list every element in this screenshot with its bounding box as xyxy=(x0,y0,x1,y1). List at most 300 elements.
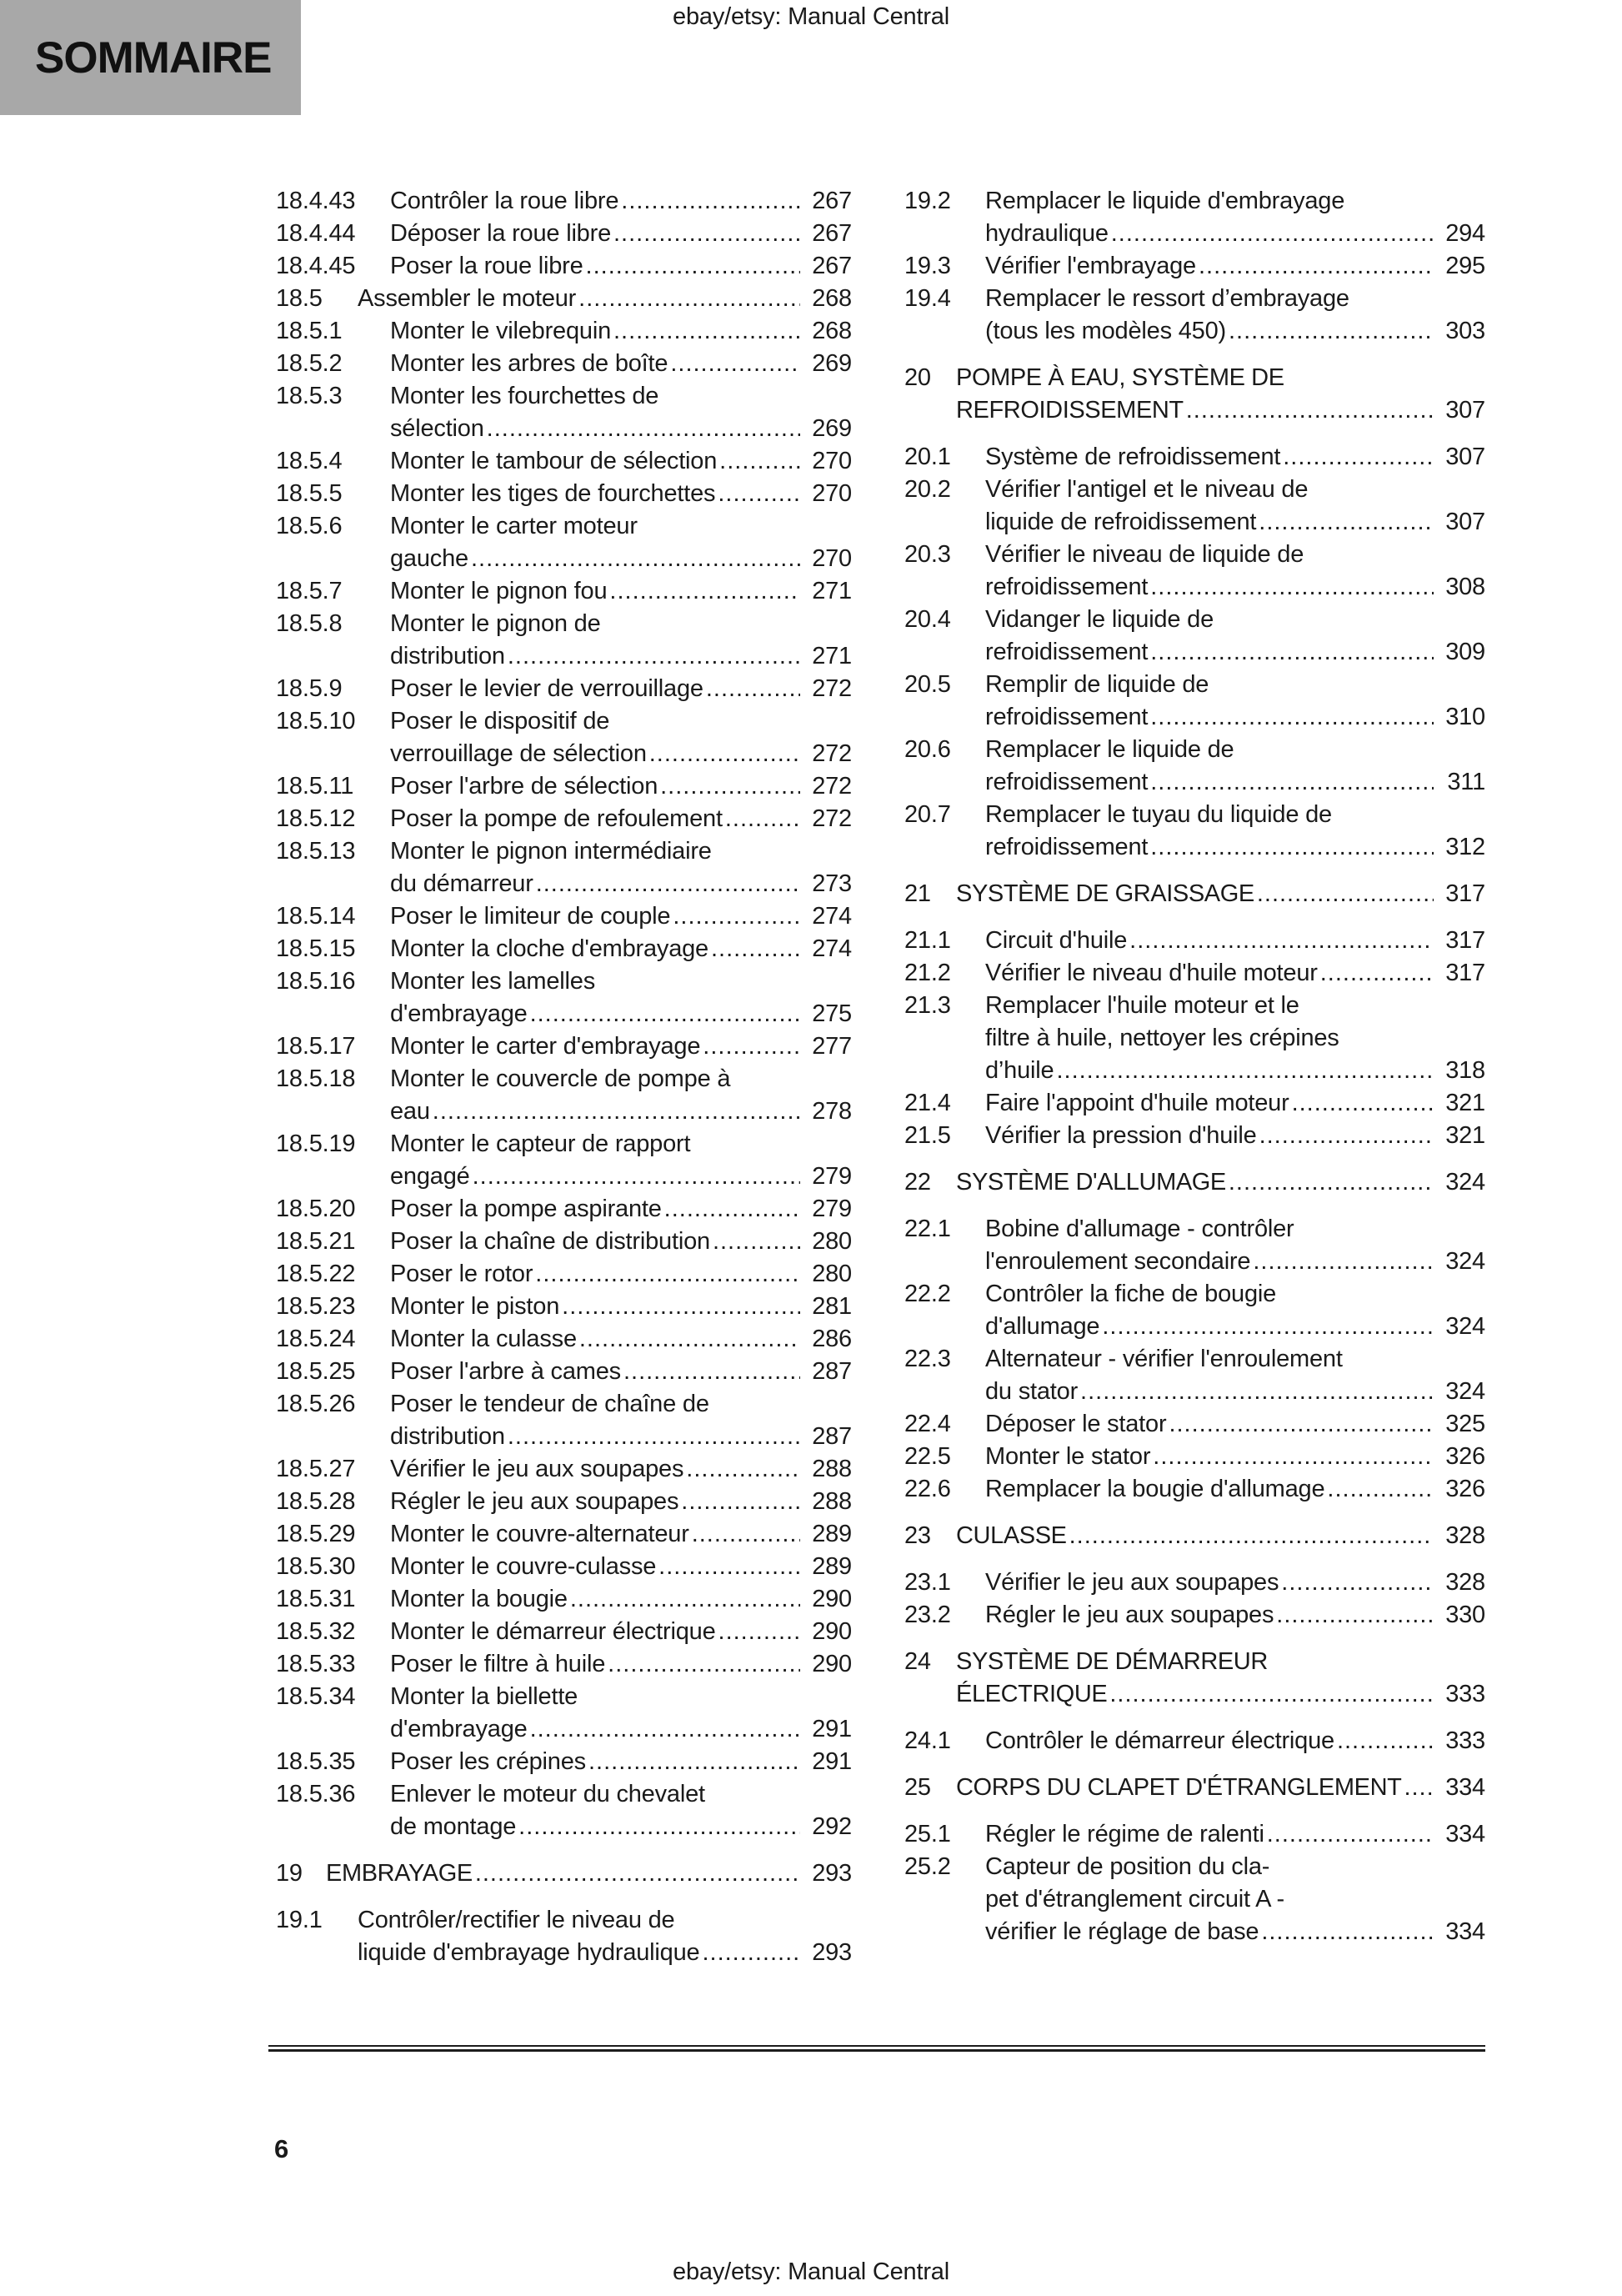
toc-entry xyxy=(276,770,852,803)
toc-entry-line xyxy=(904,1408,1485,1441)
toc-entry-number: 18.5.2 xyxy=(276,350,343,377)
toc-entry-number: 22.5 xyxy=(904,1443,951,1470)
toc-entry-number: 18.5.7 xyxy=(276,578,343,604)
toc-entry-number: 18.5.4 xyxy=(276,448,343,474)
toc-leader-dots xyxy=(1276,1599,1434,1632)
toc-entry-page: 270 xyxy=(812,480,852,507)
toc-entry-page: 324 xyxy=(1445,1169,1485,1196)
toc-entry xyxy=(276,380,852,445)
toc-entry xyxy=(276,1453,852,1486)
toc-left-column xyxy=(276,185,852,1969)
toc-entry-title: sélection xyxy=(390,415,484,442)
toc-entry xyxy=(276,1551,852,1583)
toc-leader-dots xyxy=(1153,1441,1434,1473)
toc-entry-title: Déposer la roue libre xyxy=(390,220,611,247)
toc-entry-title: Monter le capteur de rapport xyxy=(390,1130,691,1157)
toc-entry-line xyxy=(276,1291,852,1323)
toc-entry-title: Monter le piston xyxy=(390,1293,560,1320)
toc-entry-page: 325 xyxy=(1445,1411,1485,1437)
toc-indent-spacer xyxy=(276,998,390,1030)
toc-entry-line xyxy=(904,1087,1485,1120)
toc-entry-number: 22.6 xyxy=(904,1476,951,1502)
toc-entry xyxy=(276,1486,852,1518)
toc-entry-line xyxy=(276,315,852,348)
toc-entry-title: Vidanger le liquide de xyxy=(985,606,1214,633)
toc-entry-line xyxy=(276,1421,852,1453)
toc-entry-title: EMBRAYAGE xyxy=(326,1860,473,1887)
toc-entry xyxy=(904,957,1485,990)
toc-indent-spacer xyxy=(276,640,390,673)
toc-entry-page: 324 xyxy=(1445,1248,1485,1275)
toc-entry-page: 311 xyxy=(1447,769,1485,795)
toc-leader-dots xyxy=(1257,878,1434,910)
toc-entry-page: 307 xyxy=(1445,397,1485,424)
toc-entry xyxy=(904,1772,1485,1804)
toc-entry-line xyxy=(276,900,852,933)
toc-leader-dots xyxy=(1229,315,1434,348)
toc-leader-dots xyxy=(1150,831,1434,864)
toc-entry-page: 333 xyxy=(1445,1727,1485,1754)
toc-entry-page: 271 xyxy=(812,643,852,669)
toc-entry-page: 272 xyxy=(812,675,852,702)
toc-entry-line xyxy=(276,1193,852,1226)
toc-leader-dots xyxy=(487,413,800,445)
toc-entry-page: 269 xyxy=(812,350,852,377)
toc-entry-number: 20 xyxy=(904,364,931,391)
toc-entry xyxy=(276,1648,852,1681)
toc-entry-page: 321 xyxy=(1445,1090,1485,1116)
toc-indent-spacer xyxy=(276,1095,390,1128)
toc-entry xyxy=(276,315,852,348)
toc-entry-line xyxy=(276,543,852,575)
toc-entry-number: 18.5.9 xyxy=(276,675,343,702)
toc-entry-number: 20.1 xyxy=(904,444,951,470)
toc-entry-number: 24.1 xyxy=(904,1727,951,1754)
toc-leader-dots xyxy=(1259,506,1434,539)
toc-entry-number: 19.3 xyxy=(904,253,951,279)
toc-entry-line xyxy=(276,1030,852,1063)
toc-entry-title: Déposer le stator xyxy=(985,1411,1167,1437)
toc-entry-line xyxy=(904,1376,1485,1408)
toc-entry-title: pet d'étranglement circuit A - xyxy=(985,1886,1285,1912)
header-title: ebay/etsy: Manual Central xyxy=(673,3,949,30)
toc-entry-line xyxy=(276,705,852,738)
toc-entry-line xyxy=(904,571,1485,604)
toc-leader-dots xyxy=(1327,1473,1434,1506)
toc-leader-dots xyxy=(475,1857,800,1890)
toc-entry-page: 333 xyxy=(1445,1681,1485,1707)
toc-entry-title: Monter le pignon fou xyxy=(390,578,608,604)
toc-entry-title: vérifier le réglage de base xyxy=(985,1918,1259,1945)
toc-entry-line xyxy=(276,445,852,478)
toc-entry-number: 20.4 xyxy=(904,606,951,633)
toc-entry xyxy=(276,1616,852,1648)
toc-entry-line xyxy=(904,1851,1485,1883)
toc-entry-title: CORPS DU CLAPET D'ÉTRANGLEMENT xyxy=(956,1774,1402,1801)
toc-entry-number: 20.6 xyxy=(904,736,951,763)
toc-leader-dots xyxy=(713,1226,800,1258)
toc-leader-dots xyxy=(613,315,800,348)
toc-indent-spacer xyxy=(276,413,390,445)
toc-entry-number: 18.5.35 xyxy=(276,1748,356,1775)
toc-entry-page: 303 xyxy=(1445,318,1485,344)
toc-leader-dots xyxy=(1283,441,1434,474)
toc-entry-page: 317 xyxy=(1445,927,1485,954)
toc-entry-number: 18.5.16 xyxy=(276,968,356,995)
toc-entry-page: 312 xyxy=(1445,834,1485,860)
toc-entry-title: Vérifier le jeu aux soupapes xyxy=(985,1569,1279,1596)
toc-leader-dots xyxy=(692,1518,800,1551)
toc-entry-page: 279 xyxy=(812,1196,852,1222)
toc-entry-title: Monter les arbres de boîte xyxy=(390,350,668,377)
toc-leader-dots xyxy=(681,1486,800,1518)
toc-entry-number: 18.5.27 xyxy=(276,1456,356,1482)
toc-entry-title: Remplacer l'huile moteur et le xyxy=(985,992,1299,1019)
toc-leader-dots xyxy=(718,478,800,510)
toc-entry-number: 18.5.29 xyxy=(276,1521,356,1547)
toc-entry-number: 18.5.26 xyxy=(276,1391,356,1417)
toc-entry-line xyxy=(904,218,1485,250)
toc-entry-title: refroidissement xyxy=(985,574,1149,600)
toc-entry-line xyxy=(276,770,852,803)
toc-leader-dots xyxy=(702,1937,800,1969)
toc-entry-title: Remplacer la bougie d'allumage xyxy=(985,1476,1325,1502)
toc-leader-dots xyxy=(670,348,800,380)
toc-leader-dots xyxy=(530,1713,800,1746)
toc-entry-page: 324 xyxy=(1445,1378,1485,1405)
toc-entry-line xyxy=(904,1520,1485,1552)
toc-entry-line xyxy=(904,1166,1485,1199)
toc-entry xyxy=(276,1681,852,1746)
toc-entry xyxy=(904,362,1485,427)
toc-entry-title: Poser la pompe de refoulement xyxy=(390,805,723,832)
toc-leader-dots xyxy=(613,218,800,250)
toc-entry-number: 21.3 xyxy=(904,992,951,1019)
toc-entry-line xyxy=(276,218,852,250)
toc-entry-title: Monter le pignon de xyxy=(390,610,601,637)
toc-entry-number: 18.5.36 xyxy=(276,1781,356,1807)
toc-entry-page: 267 xyxy=(812,253,852,279)
toc-entry-number: 25 xyxy=(904,1774,931,1801)
toc-entry-page: 328 xyxy=(1445,1522,1485,1549)
toc-entry-line xyxy=(276,1811,852,1843)
toc-entry-number: 24 xyxy=(904,1648,931,1675)
toc-entry-page: 309 xyxy=(1445,639,1485,665)
toc-entry-number: 25.1 xyxy=(904,1821,951,1847)
toc-entry-number: 20.3 xyxy=(904,541,951,568)
toc-entry-number: 18.5.5 xyxy=(276,480,343,507)
toc-entry-title: Vérifier la pression d'huile xyxy=(985,1122,1257,1149)
toc-entry-page: 275 xyxy=(812,1000,852,1027)
toc-entry-title: filtre à huile, nettoyer les crépines xyxy=(985,1025,1339,1051)
toc-entry-title: Système de refroidissement xyxy=(985,444,1281,470)
toc-entry-line xyxy=(276,283,852,315)
toc-entry-title: Vérifier le niveau d'huile moteur xyxy=(985,960,1318,986)
toc-leader-dots xyxy=(471,543,800,575)
toc-entry-line xyxy=(276,1453,852,1486)
toc-indent-spacer xyxy=(904,1022,985,1055)
toc-entry-title: REFROIDISSEMENT xyxy=(956,397,1184,424)
toc-entry-line xyxy=(904,474,1485,506)
toc-entry xyxy=(904,1473,1485,1506)
toc-entry-line xyxy=(276,1063,852,1095)
toc-entry xyxy=(276,348,852,380)
toc-entry-line xyxy=(904,701,1485,734)
toc-entry-title: Monter les fourchettes de xyxy=(390,383,659,409)
toc-entry xyxy=(904,669,1485,734)
toc-entry xyxy=(904,1213,1485,1278)
toc-entry-title: Assembler le moteur xyxy=(358,285,577,312)
toc-entry-page: 272 xyxy=(812,773,852,800)
toc-entry-line xyxy=(276,1388,852,1421)
toc-leader-dots xyxy=(588,1746,800,1778)
toc-entry-title: Poser l'arbre de sélection xyxy=(390,773,658,800)
toc-entry xyxy=(904,990,1485,1087)
toc-entry-line xyxy=(276,1323,852,1356)
toc-entry-line xyxy=(904,250,1485,283)
toc-entry-line xyxy=(904,831,1485,864)
toc-entry-line xyxy=(904,1120,1485,1152)
toc-entry-page: 318 xyxy=(1445,1057,1485,1084)
toc-entry xyxy=(276,1857,852,1890)
toc-entry xyxy=(276,965,852,1030)
toc-entry-page: 334 xyxy=(1445,1774,1485,1801)
toc-entry-line xyxy=(276,185,852,218)
toc-entry-line xyxy=(276,575,852,608)
toc-entry-title: distribution xyxy=(390,643,505,669)
toc-entry-title: Monter le carter d'embrayage xyxy=(390,1033,701,1060)
toc-entry xyxy=(276,283,852,315)
toc-entry-line xyxy=(904,441,1485,474)
toc-entry-page: 291 xyxy=(812,1748,852,1775)
toc-entry-title: SYSTÈME DE DÉMARREUR xyxy=(956,1648,1268,1675)
toc-indent-spacer xyxy=(276,1937,358,1969)
toc-entry-page: 270 xyxy=(812,545,852,572)
toc-entry xyxy=(904,878,1485,910)
toc-entry-page: 326 xyxy=(1445,1443,1485,1470)
toc-entry-title: refroidissement xyxy=(985,834,1149,860)
toc-entry-title: Circuit d'huile xyxy=(985,927,1128,954)
toc-entry-line xyxy=(904,878,1485,910)
toc-entry-line xyxy=(276,1226,852,1258)
toc-leader-dots xyxy=(1337,1725,1434,1757)
toc-entry-line xyxy=(904,604,1485,636)
toc-entry-title: d'allumage xyxy=(985,1313,1100,1340)
toc-entry-line xyxy=(904,1055,1485,1087)
toc-entry-line xyxy=(276,1486,852,1518)
toc-entry-page: 288 xyxy=(812,1488,852,1515)
toc-entry-line xyxy=(904,1246,1485,1278)
toc-entry-title: Contrôler le démarreur électrique xyxy=(985,1727,1334,1754)
toc-entry-title: gauche xyxy=(390,545,468,572)
toc-entry-title: Poser le rotor xyxy=(390,1261,533,1287)
toc-indent-spacer xyxy=(904,394,956,427)
toc-leader-dots xyxy=(1150,701,1434,734)
toc-entry xyxy=(276,1904,852,1969)
toc-entry-title: Monter le couvre-culasse xyxy=(390,1553,657,1580)
toc-leader-dots xyxy=(1080,1376,1434,1408)
toc-entry xyxy=(276,1128,852,1193)
toc-entry-page: 292 xyxy=(812,1813,852,1840)
toc-leader-dots xyxy=(1109,1678,1434,1711)
toc-entry-number: 18.5.1 xyxy=(276,318,343,344)
toc-indent-spacer xyxy=(904,701,985,734)
toc-entry xyxy=(276,1356,852,1388)
toc-entry-title: Monter la bougie xyxy=(390,1586,568,1612)
toc-entry-line xyxy=(904,1441,1485,1473)
toc-leader-dots xyxy=(1320,957,1434,990)
toc-entry-title: Remplacer le liquide d'embrayage xyxy=(985,188,1345,214)
toc-entry-page: 293 xyxy=(812,1860,852,1887)
toc-leader-dots xyxy=(562,1291,800,1323)
toc-leader-dots xyxy=(518,1811,800,1843)
toc-indent-spacer xyxy=(904,1916,985,1948)
toc-entry-title: Monter les lamelles xyxy=(390,968,596,995)
toc-entry-line xyxy=(904,539,1485,571)
toc-indent-spacer xyxy=(904,571,985,604)
toc-entry-title: Poser le tendeur de chaîne de xyxy=(390,1391,709,1417)
toc-entry xyxy=(904,1441,1485,1473)
toc-entry-title: hydraulique xyxy=(985,220,1109,247)
footer-page-number: 6 xyxy=(274,2134,289,2163)
toc-entry-number: 19.1 xyxy=(276,1907,323,1933)
toc-indent-spacer xyxy=(276,1161,390,1193)
toc-entry-number: 18.4.44 xyxy=(276,220,356,247)
toc-entry-page: 274 xyxy=(812,935,852,962)
toc-leader-dots xyxy=(608,1648,800,1681)
toc-leader-dots xyxy=(1281,1567,1434,1599)
toc-entry-page: 269 xyxy=(812,415,852,442)
toc-entry xyxy=(904,1599,1485,1632)
toc-entry xyxy=(276,1746,852,1778)
toc-entry-number: 18.5.25 xyxy=(276,1358,356,1385)
toc-entry-number: 25.2 xyxy=(904,1853,951,1880)
toc-entry-line xyxy=(276,1128,852,1161)
toc-entry-line xyxy=(276,835,852,868)
toc-entry-number: 22.3 xyxy=(904,1346,951,1372)
toc-entry xyxy=(276,1258,852,1291)
toc-entry-number: 21.2 xyxy=(904,960,951,986)
toc-entry xyxy=(276,1583,852,1616)
toc-leader-dots xyxy=(673,900,800,933)
toc-entry-title: Monter la biellette xyxy=(390,1683,578,1710)
toc-entry xyxy=(904,1120,1485,1152)
toc-entry-title: CULASSE xyxy=(956,1522,1067,1549)
toc-entry-title: SYSTÈME DE GRAISSAGE xyxy=(956,880,1254,907)
toc-leader-dots xyxy=(578,283,800,315)
toc-entry xyxy=(904,1725,1485,1757)
toc-entry-number: 18.5.24 xyxy=(276,1326,356,1352)
toc-entry-title: liquide de refroidissement xyxy=(985,509,1257,535)
toc-entry-page: 307 xyxy=(1445,444,1485,470)
toc-entry-title: SYSTÈME D'ALLUMAGE xyxy=(956,1169,1226,1196)
toc-entry xyxy=(904,1567,1485,1599)
toc-entry-title: de montage xyxy=(390,1813,517,1840)
toc-entry-title: Poser le limiteur de couple xyxy=(390,903,671,930)
toc-entry-title: Faire l'appoint d'huile moteur xyxy=(985,1090,1289,1116)
toc-leader-dots xyxy=(1169,1408,1434,1441)
toc-entry-title: Remplacer le liquide de xyxy=(985,736,1234,763)
toc-leader-dots xyxy=(1150,766,1434,799)
footer-rule xyxy=(268,2045,1485,2052)
toc-entry-line xyxy=(276,933,852,965)
toc-entry-page: 324 xyxy=(1445,1313,1485,1340)
toc-entry xyxy=(276,1193,852,1226)
toc-entry-number: 18.5 xyxy=(276,285,323,312)
toc-entry-number: 22.4 xyxy=(904,1411,951,1437)
toc-entry-number: 18.5.11 xyxy=(276,773,354,800)
toc-entry-title: eau xyxy=(390,1098,430,1125)
toc-leader-dots xyxy=(508,1421,800,1453)
toc-entry-line xyxy=(904,799,1485,831)
toc-entry-title: Vérifier le niveau de liquide de xyxy=(985,541,1304,568)
toc-leader-dots xyxy=(658,1551,800,1583)
toc-entry-title: l'enroulement secondaire xyxy=(985,1248,1251,1275)
toc-entry xyxy=(904,1818,1485,1851)
toc-entry-title: Vérifier l'antigel et le niveau de xyxy=(985,476,1309,503)
toc-entry-number: 18.5.33 xyxy=(276,1651,356,1677)
toc-entry-line xyxy=(904,1213,1485,1246)
toc-entry-title: liquide d'embrayage hydraulique xyxy=(358,1939,700,1966)
toc-entry-line xyxy=(276,738,852,770)
toc-entry-line xyxy=(276,868,852,900)
toc-entry-title: refroidissement xyxy=(985,639,1149,665)
toc-leader-dots xyxy=(623,1356,800,1388)
toc-entry xyxy=(904,1408,1485,1441)
toc-entry-page: 289 xyxy=(812,1553,852,1580)
toc-entry xyxy=(904,604,1485,669)
toc-entry-title: d’huile xyxy=(985,1057,1054,1084)
toc-indent-spacer xyxy=(904,1376,985,1408)
toc-right-column xyxy=(904,185,1485,1948)
toc-entry-line xyxy=(276,1746,852,1778)
toc-leader-dots xyxy=(433,1095,800,1128)
toc-entry-page: 287 xyxy=(812,1358,852,1385)
toc-entry-page: 281 xyxy=(812,1293,852,1320)
toc-leader-dots xyxy=(649,738,800,770)
toc-indent-spacer xyxy=(276,1811,390,1843)
toc-leader-dots xyxy=(1267,1818,1434,1851)
toc-entry-number: 18.5.31 xyxy=(276,1586,356,1612)
toc-entry xyxy=(904,250,1485,283)
toc-indent-spacer xyxy=(904,636,985,669)
toc-entry-page: 290 xyxy=(812,1651,852,1677)
toc-entry-number: 21.1 xyxy=(904,927,951,954)
toc-entry-number: 18.5.19 xyxy=(276,1130,356,1157)
toc-entry-line xyxy=(276,1356,852,1388)
toc-entry-line xyxy=(276,1904,852,1937)
toc-entry-title: distribution xyxy=(390,1423,505,1450)
toc-entry-number: 18.5.8 xyxy=(276,610,343,637)
toc-entry-line xyxy=(276,673,852,705)
toc-leader-dots xyxy=(579,1323,800,1356)
toc-entry-number: 18.5.34 xyxy=(276,1683,356,1710)
toc-entry-line xyxy=(276,380,852,413)
toc-entry-page: 289 xyxy=(812,1521,852,1547)
toc-entry-line xyxy=(276,510,852,543)
toc-leader-dots xyxy=(1261,1916,1434,1948)
toc-leader-dots xyxy=(1292,1087,1434,1120)
toc-entry-title: Régler le jeu aux soupapes xyxy=(390,1488,679,1515)
toc-entry-number: 18.5.3 xyxy=(276,383,343,409)
toc-entry-line xyxy=(276,1681,852,1713)
toc-entry-number: 18.5.20 xyxy=(276,1196,356,1222)
toc-entry xyxy=(904,1343,1485,1408)
toc-entry-line xyxy=(276,998,852,1030)
toc-entry-title: Poser la chaîne de distribution xyxy=(390,1228,710,1255)
toc-indent-spacer xyxy=(276,1421,390,1453)
toc-entry-title: Monter le pignon intermédiaire xyxy=(390,838,712,865)
